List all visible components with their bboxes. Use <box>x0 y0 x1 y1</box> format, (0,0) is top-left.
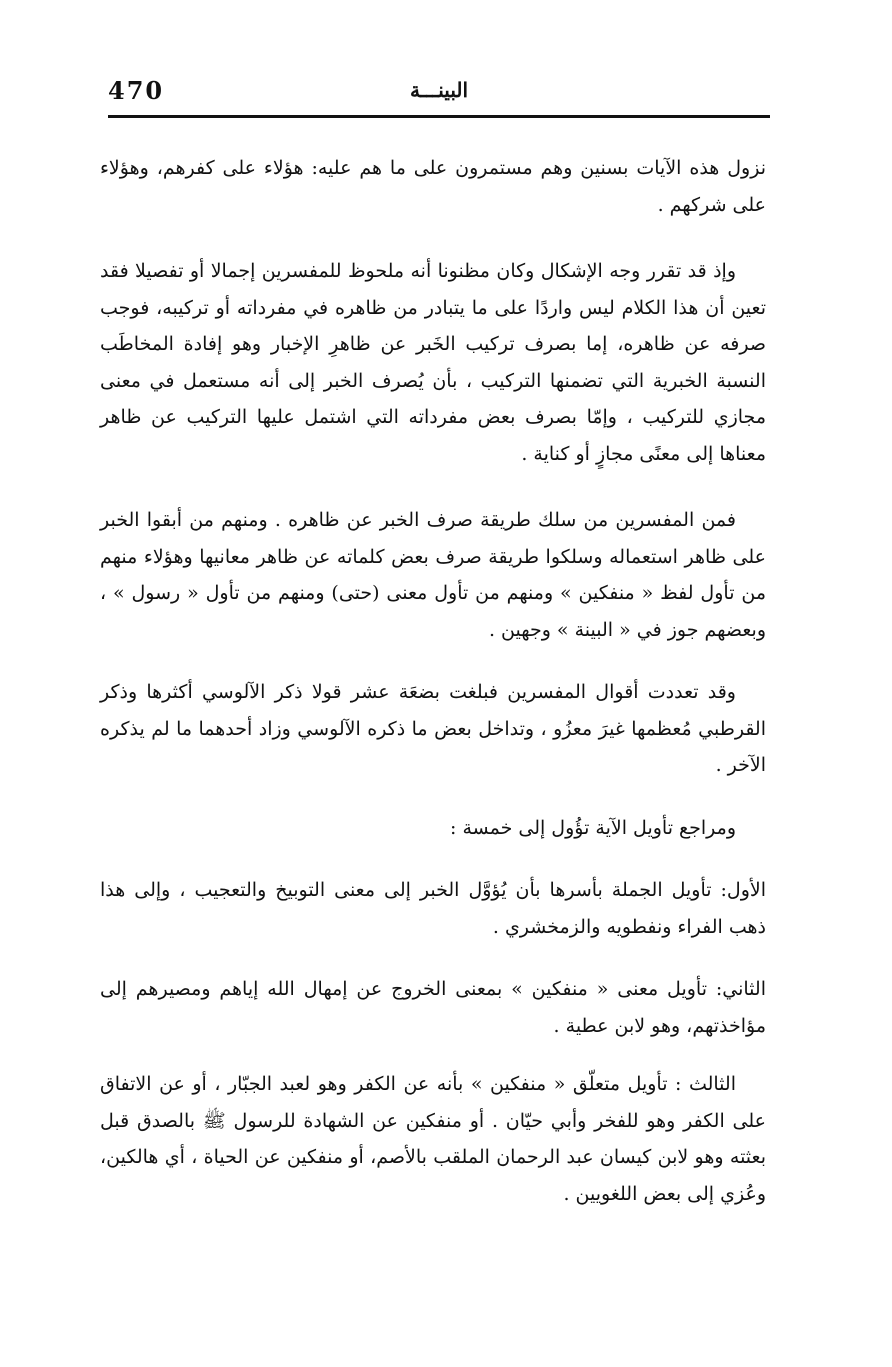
header-rule <box>108 115 770 118</box>
running-title: البينـــة <box>409 78 469 102</box>
paragraph-continuation: نزول هذه الآيات بسنين وهم مستمرون على ما هم عليه: هؤلاء على كفرهم، وهؤلاء على شركهم . <box>100 157 766 216</box>
paragraph-aqwal: وقد تعددت أقوال المفسرين فبلغت بضعَة عشر قولا ذكر الآلوسي أكثرها وذكر القرطبي مُعظمها غيرَ معزُو ، وتداخل بعض ما ذكره الآلوسي وزاد أحدهما ما لم يذكره الآخر . <box>100 681 766 776</box>
paragraph-mufassirin: فمن المفسرين من سلك طريقة صرف الخبر عن ظاهره . ومنهم من أبقوا الخبر على ظاهر استعماله وسلكوا طريقة صرف بعض كلماته عن ظاهر معانيها وهؤلاء منهم من تأول لفظ « منفكين » ومنهم من تأول معنى (حتى) ومنهم من تأول « رسول » ، وبعضهم جوز في « البينة » وجهين . <box>100 509 766 641</box>
paragraph-maraji: ومراجع تأويل الآية تؤُول إلى خمسة : <box>450 816 736 839</box>
page-number: 470 <box>108 76 165 105</box>
paragraph-second-interpretation: الثاني: تأويل معنى « منفكين » بمعنى الخروج عن إمهال الله إياهم ومصيرهم إلى مؤاخذتهم، وهو لابن عطية . <box>100 978 766 1037</box>
page-header <box>108 72 770 112</box>
paragraph-first-interpretation: الأول: تأويل الجملة بأسرها بأن يُؤوَّل الخبر إلى معنى التوبيخ والتعجيب ، وإلى هذا ذهب الفراء ونفطويه والزمخشري . <box>100 879 766 938</box>
paragraph-ishkal: وإذ قد تقرر وجه الإشكال وكان مظنونا أنه ملحوظ للمفسرين إجمالا أو تفصيلا فقد تعين أن هذا الكلام ليس واردًا على ما يتبادر من ظاهره في مفرداته أو تركيبه، فوجب صرفه عن ظاهره، إما بصرف تركيب الخَبر عن ظاهرِ الإخبار وهو إفادة المخاطَب النسبة الخبرية التي تضمنها التركيب ، بأن يُصرف الخبر إلى أنه مستعمل في معنى مجازي للتركيب ، وإمّا بصرف بعض مفرداته التي اشتمل عليها التركيب عن ظاهر معناها إلى معنًى مجازٍ أو كناية . <box>100 260 766 465</box>
page-body <box>100 150 766 1212</box>
paragraph-third-interpretation: الثالث : تأويل متعلّق « منفكين » بأنه عن الكفر وهو لعبد الجبّار ، أو عن الاتفاق على الكفر وهو للفخر وأبي حيّان . أو منفكين عن الشهادة للرسول ﷺ بالصدق قبل بعثته وهو لابن كيسان عبد الرحمان الملقب بالأصم، أو منفكين عن الحياة ، أي هالكين، وعُزي إلى بعض اللغويين . <box>100 1073 766 1205</box>
